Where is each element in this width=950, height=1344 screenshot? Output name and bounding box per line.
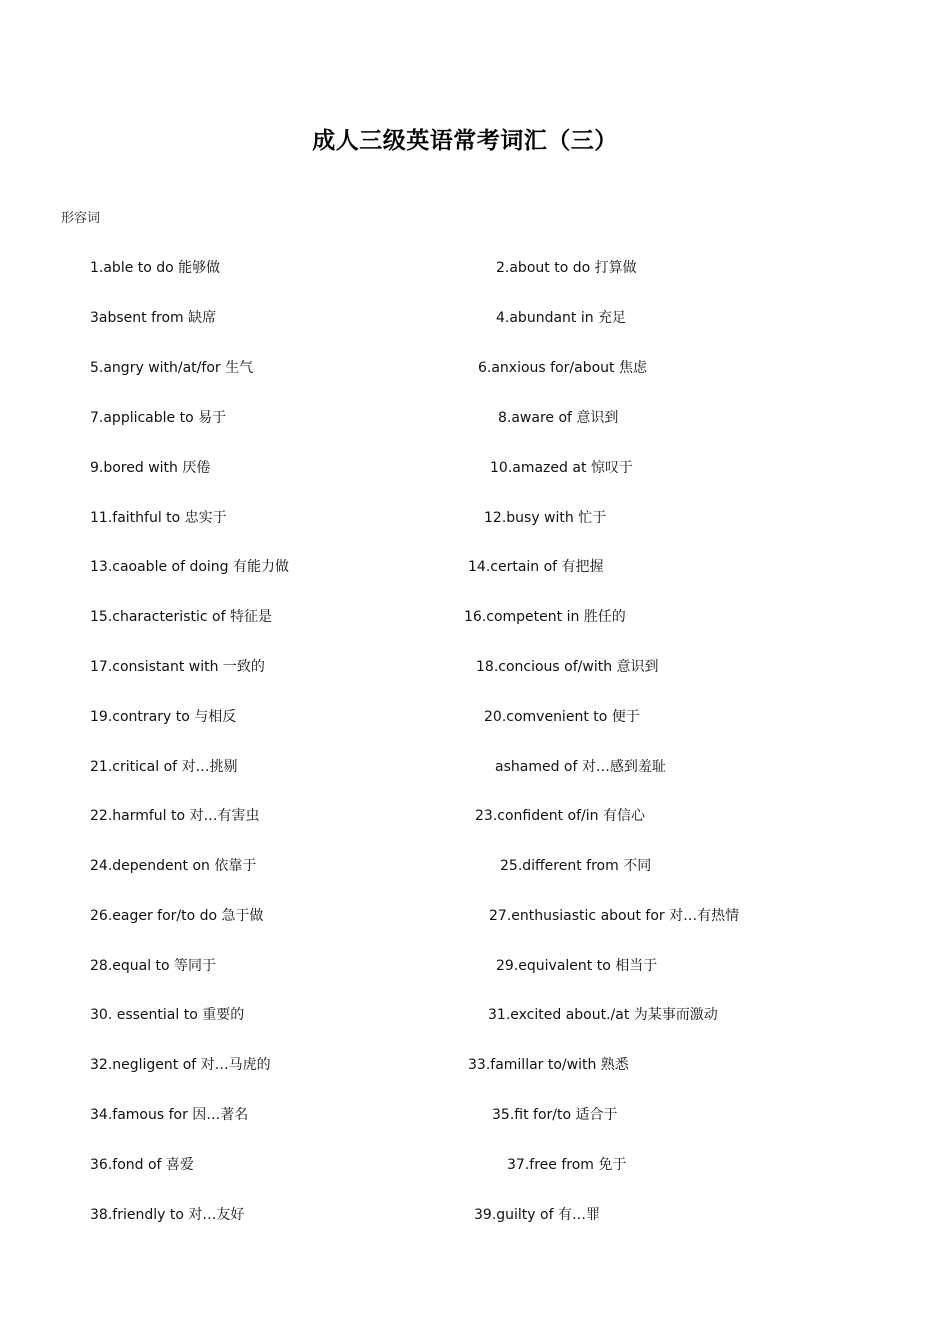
vocab-entry: 36.fond of 喜爱 — [90, 1157, 194, 1173]
vocab-entry: 24.dependent on 依靠于 — [90, 858, 257, 874]
vocab-row — [0, 1054, 950, 1076]
vocab-row — [0, 457, 950, 479]
vocab-row — [0, 1204, 950, 1226]
vocab-row — [0, 905, 950, 927]
vocab-row — [0, 955, 950, 977]
vocab-row — [0, 706, 950, 728]
vocab-entry: 9.bored with 厌倦 — [90, 460, 211, 476]
vocab-entry: 10.amazed at 惊叹于 — [490, 460, 633, 476]
vocab-row — [0, 756, 950, 778]
vocab-row — [0, 507, 950, 529]
vocab-entry: 17.consistant with 一致的 — [90, 659, 265, 675]
vocab-entry: 11.faithful to 忠实于 — [90, 510, 227, 526]
vocab-entry: 29.equivalent to 相当于 — [496, 958, 658, 974]
vocab-entry: 5.angry with/at/for 生气 — [90, 360, 254, 376]
vocab-entry: 3absent from 缺席 — [90, 310, 217, 326]
vocab-row — [0, 855, 950, 877]
vocab-entry: 1.able to do 能够做 — [90, 260, 221, 276]
vocab-entry: 32.negligent of 对…马虎的 — [90, 1057, 271, 1073]
vocab-entry: 34.famous for 因…著名 — [90, 1107, 249, 1123]
vocab-entry: 20.comvenient to 便于 — [484, 709, 640, 725]
vocab-entry: 31.excited about./at 为某事而激动 — [488, 1007, 718, 1023]
vocab-entry: 13.caoable of doing 有能力做 — [90, 559, 290, 575]
vocab-entry: 22.harmful to 对…有害虫 — [90, 808, 260, 824]
vocab-entry: 2.about to do 打算做 — [496, 260, 637, 276]
vocab-row — [0, 257, 950, 279]
vocab-entry: 18.concious of/with 意识到 — [476, 659, 659, 675]
vocab-row — [0, 606, 950, 628]
vocab-entry: 33.famillar to/with 熟悉 — [468, 1057, 629, 1073]
vocab-entry: 26.eager for/to do 急于做 — [90, 908, 264, 924]
vocab-entry: 39.guilty of 有…罪 — [474, 1207, 600, 1223]
vocab-entry: 12.busy with 忙于 — [484, 510, 607, 526]
section-label: 形容词 — [61, 211, 101, 226]
vocab-row — [0, 1004, 950, 1026]
vocab-row — [0, 1154, 950, 1176]
vocab-entry: 15.characteristic of 特征是 — [90, 609, 272, 625]
vocab-entry: 16.competent in 胜任的 — [464, 609, 626, 625]
vocab-entry: 37.free from 免于 — [507, 1157, 627, 1173]
vocab-entry: 30. essential to 重要的 — [90, 1007, 245, 1023]
vocab-entry: 4.abundant in 充足 — [496, 310, 627, 326]
vocab-row — [0, 1104, 950, 1126]
vocab-entry: 7.applicable to 易于 — [90, 410, 227, 426]
vocab-entry: 25.different from 不同 — [500, 858, 652, 874]
vocab-entry: 35.fit for/to 适合于 — [492, 1107, 618, 1123]
vocab-entry: 27.enthusiastic about for 对…有热情 — [489, 908, 740, 924]
vocab-row — [0, 307, 950, 329]
vocab-row — [0, 556, 950, 578]
vocab-entry: 8.aware of 意识到 — [498, 410, 619, 426]
vocab-entry: 38.friendly to 对…友好 — [90, 1207, 245, 1223]
vocab-entry: 21.critical of 对…挑剔 — [90, 759, 238, 775]
vocab-row — [0, 805, 950, 827]
vocab-row — [0, 407, 950, 429]
vocab-entry: ashamed of 对…感到羞耻 — [495, 759, 666, 775]
vocab-entry: 28.equal to 等同于 — [90, 958, 217, 974]
vocab-entry: 14.certain of 有把握 — [468, 559, 604, 575]
vocab-row — [0, 357, 950, 379]
vocab-entry: 23.confident of/in 有信心 — [475, 808, 645, 824]
document-title: 成人三级英语常考词汇（三） — [312, 127, 618, 154]
vocab-entry: 19.contrary to 与相反 — [90, 709, 237, 725]
vocab-row — [0, 656, 950, 678]
vocab-entry: 6.anxious for/about 焦虑 — [478, 360, 647, 376]
